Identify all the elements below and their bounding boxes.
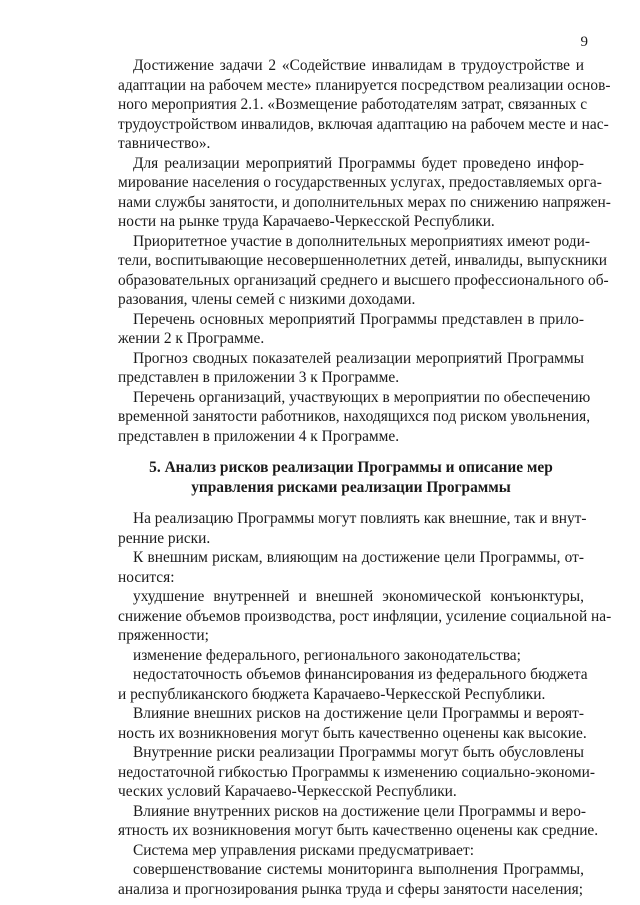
text-line: совершенствование системы мониторинга выполнения Программы, bbox=[133, 861, 584, 878]
text-line: тавничество». bbox=[118, 135, 211, 152]
text-line: ухудшение внутренней и внешней экономической конъюнктуры, bbox=[133, 588, 584, 605]
text-line: Влияние внешних рисков на достижение цели Программы и вероят- bbox=[133, 705, 584, 722]
text-line: представлен в приложении 3 к Программе. bbox=[118, 369, 400, 386]
text-line: носится: bbox=[118, 568, 175, 586]
text-line: временной занятости работников, находящихся под риском увольнения, bbox=[118, 408, 591, 425]
text-line: Внутренние риски реализации Программы могут быть обусловлены bbox=[133, 744, 584, 761]
text-line: Для реализации мероприятий Программы будет проведено инфор- bbox=[133, 154, 584, 172]
text-line: тели, воспитывающие несовершеннолетних детей, инвалиды, выпускники bbox=[118, 252, 607, 269]
text-line: жении 2 к Программе. bbox=[118, 330, 265, 347]
text-line: К внешним рискам, влияющим на достижение цели Программы, от- bbox=[133, 549, 584, 566]
text-line: Влияние внутренних рисков на достижение цели Программы и веро- bbox=[133, 802, 587, 820]
text-line: представлен в приложении 4 к Программе. bbox=[118, 427, 400, 445]
text-line: Приоритетное участие в дополнительных мероприятиях имеют роди- bbox=[133, 232, 590, 250]
page-number: 9 bbox=[580, 34, 588, 50]
section-heading: 5. Анализ рисков реализации Программы и описание мер bbox=[149, 459, 553, 476]
text-line: образовательных организаций среднего и высшего профессионального об- bbox=[118, 271, 609, 289]
text-line: Система мер управления рисками предусматривает: bbox=[133, 841, 474, 859]
text-line: и республиканского бюджета Карачаево-Черкесской Республики. bbox=[118, 685, 546, 703]
text-line: нами службы занятости, и дополнительных мерах по снижению напряжен- bbox=[118, 193, 611, 211]
text-line: недостаточность объемов финансирования из федерального бюджета bbox=[133, 666, 588, 683]
text-line: трудоустройством инвалидов, включая адаптацию на рабочем месте и нас- bbox=[118, 115, 609, 133]
text-line: адаптации на рабочем месте» планируется посредством реализации основ- bbox=[118, 76, 611, 94]
text-line: изменение федерального, регионального законодательства; bbox=[133, 646, 521, 664]
text-line: снижение объемов производства, рост инфляции, усиление социальной на- bbox=[118, 607, 612, 625]
text-line: ческих условий Карачаево-Черкесской Республики. bbox=[118, 783, 457, 800]
text-line: пряженности; bbox=[118, 627, 209, 644]
text-line: разования, члены семей с низкими доходами. bbox=[118, 291, 416, 308]
text-line: ного мероприятия 2.1. «Возмещение работодателям затрат, связанных с bbox=[118, 96, 588, 113]
text-line: мирование населения о государственных услугах, предоставляемых орга- bbox=[118, 174, 602, 191]
text-line: Перечень организаций, участвующих в мероприятии по обеспечению bbox=[133, 388, 591, 406]
text-line: ность их возникновения могут быть качественно оценены как высокие. bbox=[118, 724, 587, 742]
text-line: На реализацию Программы могут повлиять как внешние, так и внут- bbox=[133, 510, 587, 527]
text-line: ности на рынке труда Карачаево-Черкесской Республики. bbox=[118, 213, 495, 230]
text-line: Прогноз сводных показателей реализации мероприятий Программы bbox=[133, 349, 584, 367]
text-line: недостаточной гибкостью Программы к изменению социально-экономи- bbox=[118, 763, 595, 781]
text-line: анализа и прогнозирования рынка труда и сферы занятости населения; bbox=[118, 880, 584, 898]
text-line: Перечень основных мероприятий Программы представлен в прило- bbox=[133, 310, 584, 328]
text-line: ренние риски. bbox=[118, 529, 211, 547]
text-line: ятность их возникновения могут быть качественно оценены как средние. bbox=[118, 822, 599, 839]
section-heading: управления рисками реализации Программы bbox=[191, 478, 511, 496]
text-line: Достижение задачи 2 «Содействие инвалидам в трудоустройстве и bbox=[133, 57, 584, 74]
